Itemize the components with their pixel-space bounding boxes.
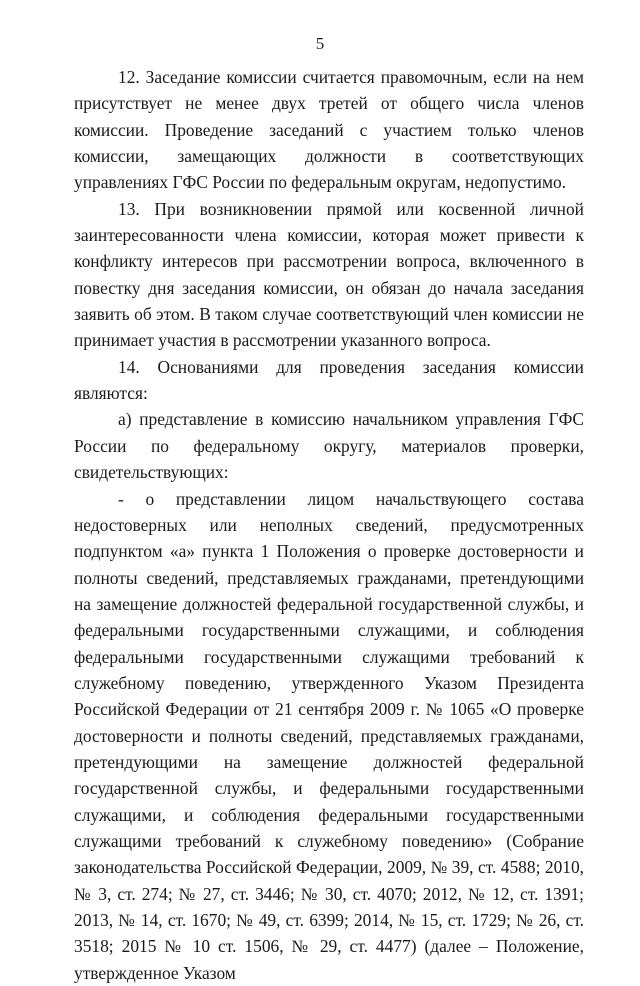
paragraph-14-grounds: 14. Основаниями для проведения заседания комиссии являются: bbox=[74, 354, 584, 407]
paragraph-12-quorum: 12. Заседание комиссии считается правомочным, если на нем присутствует не менее двух третей от общего числа членов комиссии. Проведение заседаний с участием только членов комиссии, замещающих должности в соответствующих управлениях ГФС России по федеральным округам, недопустимо. bbox=[74, 64, 584, 196]
document-body bbox=[74, 64, 584, 986]
page-number: 5 bbox=[0, 34, 640, 54]
paragraph-14a-submission: а) представление в комиссию начальником управления ГФС России по федеральному округу, материалов проверки, свидетельствующих: bbox=[74, 406, 584, 485]
paragraph-13-conflict-of-interest: 13. При возникновении прямой или косвенной личной заинтересованности члена комиссии, которая может привести к конфликту интересов при рассмотрении вопроса, включенного в повестку дня заседания комиссии, он обязан до начала заседания заявить об этом. В таком случае соответствующий член комиссии не принимает участия в рассмотрении указанного вопроса. bbox=[74, 196, 584, 354]
paragraph-14a-item-false-information: - о представлении лицом начальствующего состава недостоверных или неполных сведений, предусмотренных подпунктом «а» пункта 1 Положения о проверке достоверности и полноты сведений, представляемых гражданами, претендующими на замещение должностей федеральной государственной службы, и федеральными государственными служащими, и соблюдения федеральными государственными служащими требований к служебному поведению, утвержденного Указом Президента Российской Федерации от 21 сентября 2009 г. № 1065 «О проверке достоверности и полноты сведений, представляемых гражданами, претендующими на замещение должностей федеральной государственной службы, и федеральными государственными служащими, и соблюдения федеральными государственными служащими требований к служебному поведению» (Собрание законодательства Российской Федерации, 2009, № 39, ст. 4588; 2010, № 3, ст. 274; № 27, ст. 3446; № 30, ст. 4070; 2012, № 12, ст. 1391; 2013, № 14, ст. 1670; № 49, ст. 6399; 2014, № 15, ст. 1729; № 26, ст. 3518; 2015 № 10 ст. 1506, № 29, ст. 4477) (далее – Положение, утвержденное Указом bbox=[74, 486, 584, 986]
